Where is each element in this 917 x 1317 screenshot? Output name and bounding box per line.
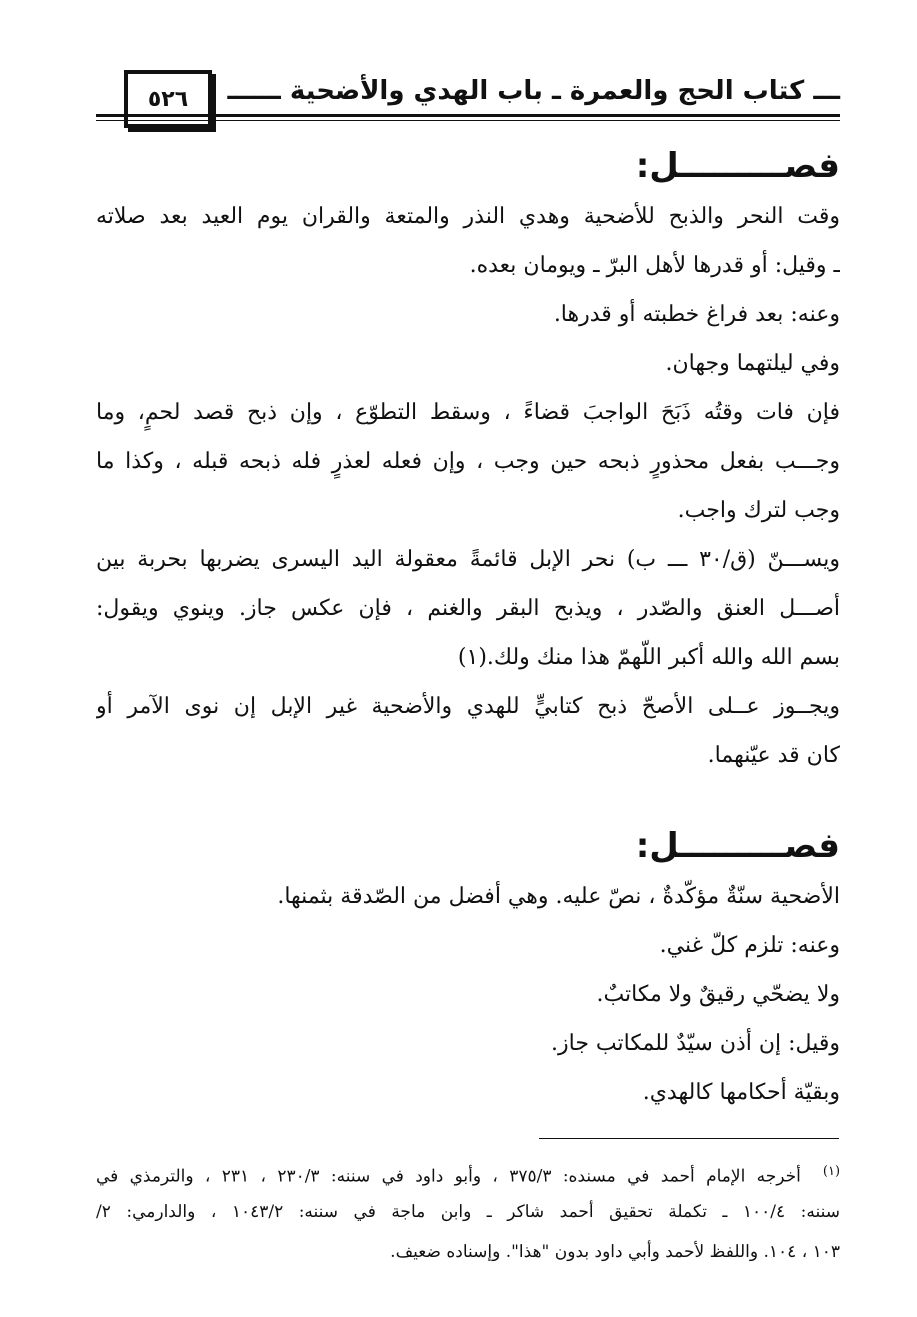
text-line: وعنه: تلزم كلّ غني. — [659, 933, 840, 958]
text-line: فإن فات وقتُه ذَبَحَ الواجبَ قضاءً ، وسقط التطوّع ، وإن ذبح قصد لحمٍ، وما — [96, 400, 840, 425]
footnote-separator — [539, 1138, 839, 1139]
text-line: وقيل: إن أذن سيّدٌ للمكاتب جاز. — [551, 1031, 840, 1056]
section-heading-1: فصـــــــــل: — [635, 146, 840, 186]
text-line: أصـــل العنق والصّدر ، ويذبح البقر والغنم ، فإن عكس جاز. وينوي ويقول: — [96, 596, 840, 621]
text-line: ويســـنّ (ق/٣٠ ـــ ب) نحر الإبل قائمةً معقولة اليد اليسرى يضربها بحربة بين — [96, 547, 840, 572]
text-line: ولا يضحّي رقيقٌ ولا مكاتبٌ. — [596, 982, 840, 1007]
text-line: بسم الله والله أكبر اللّهمّ هذا منك ولك.(١) — [457, 645, 840, 670]
footnote-marker: (١) — [822, 1164, 840, 1179]
page-number: ٥٢٦ — [147, 86, 189, 112]
text-line: ـ وقيل: أو قدرها لأهل البرّ ـ ويومان بعده. — [469, 253, 840, 278]
footnote-line: سننه: ١٠٠/٤ ـ تكملة تحقيق أحمد شاكر ـ وابن ماجة في سننه: ١٠٤٣/٢ ، والدارمي: ٢/ — [96, 1202, 840, 1222]
header-rule-thin — [96, 120, 840, 121]
section-gap — [96, 780, 840, 820]
text-line: ويجــوز عــلى الأصحّ ذبح كتابيٍّ للهدي والأضحية غير الإبل إن نوى الآمر أو — [96, 694, 840, 719]
text-line: الأضحية سنّةٌ مؤكّدةٌ ، نصّ عليه. وهي أفضل من الصّدقة بثمنها. — [277, 884, 840, 909]
page-header — [96, 62, 840, 126]
section-heading-2: فصـــــــــل: — [635, 826, 840, 866]
text-line: وفي ليلتهما وجهان. — [665, 351, 840, 376]
main-text — [96, 140, 840, 1117]
text-line: وجب لترك واجب. — [677, 498, 840, 523]
footnote-line — [96, 1152, 840, 1192]
running-title: ـــ كتاب الحج والعمرة ـ باب الهدي والأضحية ــــــ — [227, 76, 840, 106]
text-line: وقت النحر والذبح للأضحية وهدي النذر والمتعة والقران يوم العيد بعد صلاته — [96, 204, 840, 229]
text-line: كان قد عيّنهما. — [707, 743, 840, 768]
footnote-line: ١٠٣ ، ١٠٤. واللفظ لأحمد وأبي داود بدون "هذا". وإسناده ضعيف. — [390, 1242, 840, 1262]
header-rule — [96, 114, 840, 117]
footnote-text: أخرجه الإمام أحمد في مسنده: ٣٧٥/٣ ، وأبو داود في سننه: ٢٣٠/٣ ، ٢٣١ ، والترمذي في — [96, 1166, 801, 1187]
text-line: وجـــب بفعل محذورٍ ذبحه حين وجب ، وإن فعله لعذرٍ فله ذبحه قبله ، وكذا ما — [96, 449, 840, 474]
text-line: وعنه: بعد فراغ خطبته أو قدرها. — [553, 302, 840, 327]
footnotes — [96, 1152, 840, 1272]
text-line: وبقيّة أحكامها كالهدي. — [642, 1080, 840, 1105]
